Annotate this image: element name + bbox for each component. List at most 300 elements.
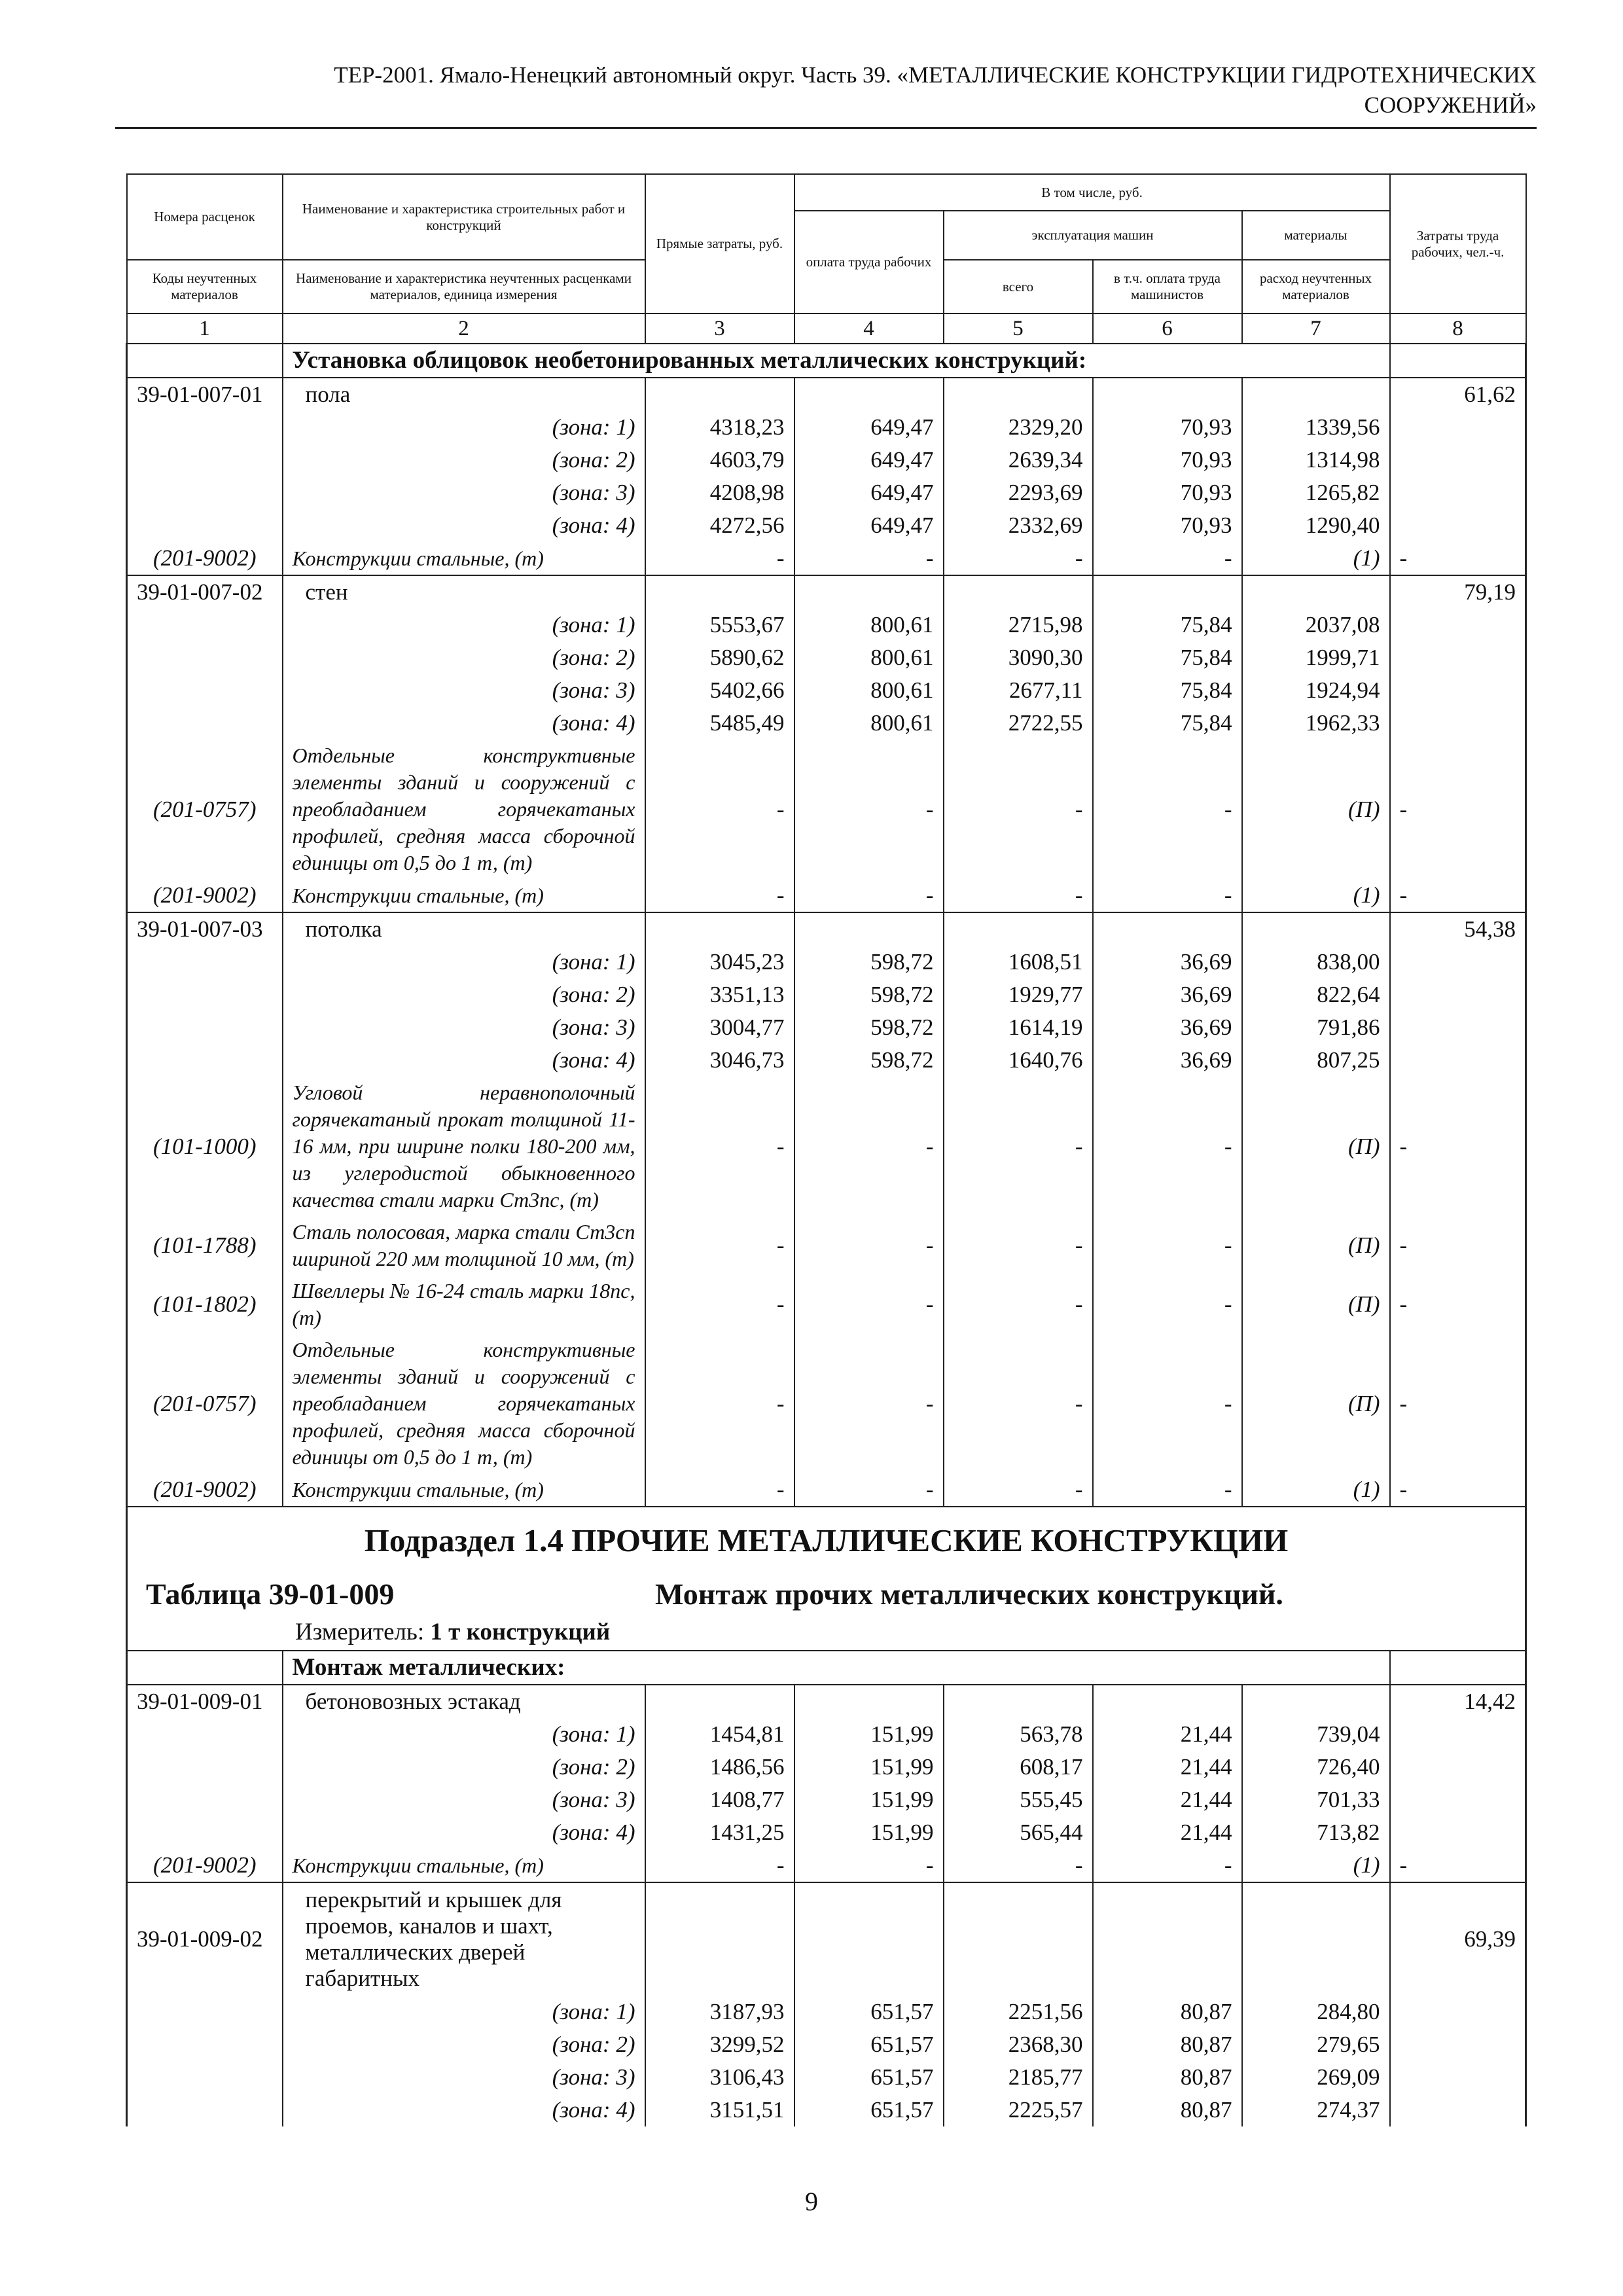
col-1-header-top: Номера расценок <box>127 174 283 260</box>
material-name: Отдельные конструктивные элементы зданий и сооружений с преобладанием горячекатаных профилей, средняя масса сборочной единицы от 0,5 до 1 т, (т) <box>283 1334 645 1473</box>
material-value: - <box>645 879 794 912</box>
material-labor: - <box>1390 1216 1526 1275</box>
material-code: (101-1000) <box>127 1077 283 1216</box>
worker-pay: 151,99 <box>794 1718 944 1751</box>
machines-total: 2185,77 <box>944 2061 1093 2094</box>
materials-cost: 279,65 <box>1242 2028 1390 2061</box>
zone-row <box>127 1044 1526 1077</box>
empty-cell <box>645 1685 794 1718</box>
machinist-pay: 36,69 <box>1093 946 1242 978</box>
material-labor: - <box>1390 1334 1526 1473</box>
price-table <box>126 173 1527 2126</box>
empty-cell <box>794 378 944 411</box>
worker-pay: 800,61 <box>794 609 944 641</box>
material-name: Швеллеры № 16-24 сталь марки 18пс, (т) <box>283 1275 645 1334</box>
zone-label: (зона: 4) <box>283 1816 645 1849</box>
direct-cost: 4318,23 <box>645 411 794 444</box>
empty-cell <box>127 344 283 378</box>
section-title: Установка облицовок необетонированных металлических конструкций: <box>283 344 1390 378</box>
material-name: Отдельные конструктивные элементы зданий и сооружений с преобладанием горячекатаных профилей, средняя масса сборочной единицы от 0,5 до 1 т, (т) <box>283 740 645 879</box>
material-name: Конструкции стальные, (т) <box>283 1849 645 1882</box>
machines-total: 2251,56 <box>944 1996 1093 2028</box>
section-2-body <box>127 1651 1526 2126</box>
material-value: - <box>1093 740 1242 879</box>
material-value: - <box>794 879 944 912</box>
machinist-pay: 21,44 <box>1093 1718 1242 1751</box>
material-value: - <box>794 1849 944 1882</box>
material-value: - <box>1093 1077 1242 1216</box>
material-value: - <box>794 542 944 575</box>
machinist-pay: 70,93 <box>1093 476 1242 509</box>
material-row <box>127 1473 1526 1507</box>
materials-cost: 269,09 <box>1242 2061 1390 2094</box>
empty-cell <box>127 1011 283 1044</box>
worker-pay: 800,61 <box>794 674 944 707</box>
material-value: (1) <box>1242 1473 1390 1507</box>
running-header <box>115 60 1537 129</box>
machinist-pay: 70,93 <box>1093 444 1242 476</box>
empty-cell <box>1390 946 1526 978</box>
machines-total: 2722,55 <box>944 707 1093 740</box>
material-value: - <box>794 1216 944 1275</box>
direct-cost: 4208,98 <box>645 476 794 509</box>
empty-cell <box>1390 1751 1526 1784</box>
direct-cost: 5553,67 <box>645 609 794 641</box>
empty-cell <box>645 1882 794 1996</box>
empty-cell <box>944 912 1093 946</box>
empty-cell <box>127 476 283 509</box>
empty-cell <box>1093 912 1242 946</box>
empty-cell <box>1390 641 1526 674</box>
col-5-header: всего <box>944 260 1093 314</box>
rate-code: 39-01-007-02 <box>127 575 283 609</box>
empty-cell <box>794 1685 944 1718</box>
direct-cost: 5402,66 <box>645 674 794 707</box>
material-code: (201-9002) <box>127 879 283 912</box>
machinist-pay: 36,69 <box>1093 1044 1242 1077</box>
direct-cost: 3151,51 <box>645 2094 794 2126</box>
material-value: - <box>944 740 1093 879</box>
machines-total: 2715,98 <box>944 609 1093 641</box>
worker-pay: 651,57 <box>794 2028 944 2061</box>
empty-cell <box>944 1882 1093 1996</box>
machines-total: 3090,30 <box>944 641 1093 674</box>
zone-label: (зона: 3) <box>283 674 645 707</box>
section-title-row <box>127 1651 1526 1685</box>
direct-cost: 5485,49 <box>645 707 794 740</box>
direct-cost: 3351,13 <box>645 978 794 1011</box>
machines-total: 608,17 <box>944 1751 1093 1784</box>
zone-row <box>127 609 1526 641</box>
material-labor: - <box>1390 740 1526 879</box>
zone-label: (зона: 2) <box>283 978 645 1011</box>
materials-cost: 838,00 <box>1242 946 1390 978</box>
col-7-header: расход неучтенных материалов <box>1242 260 1390 314</box>
page-number: 9 <box>805 2187 818 2216</box>
materials-cost: 739,04 <box>1242 1718 1390 1751</box>
zone-row <box>127 444 1526 476</box>
material-row <box>127 1216 1526 1275</box>
rate-row <box>127 575 1526 609</box>
machines-total: 2368,30 <box>944 2028 1093 2061</box>
empty-cell <box>1390 609 1526 641</box>
direct-cost: 4272,56 <box>645 509 794 542</box>
machinist-pay: 80,87 <box>1093 2061 1242 2094</box>
materials-header: материалы <box>1242 211 1390 260</box>
machines-total: 2293,69 <box>944 476 1093 509</box>
material-name: Конструкции стальные, (т) <box>283 1473 645 1507</box>
empty-cell <box>127 946 283 978</box>
direct-cost: 3045,23 <box>645 946 794 978</box>
rate-code: 39-01-007-01 <box>127 378 283 411</box>
empty-cell <box>127 2061 283 2094</box>
empty-cell <box>1242 575 1390 609</box>
machines-total: 2332,69 <box>944 509 1093 542</box>
empty-cell <box>127 1751 283 1784</box>
materials-cost: 1314,98 <box>1242 444 1390 476</box>
zone-row <box>127 2061 1526 2094</box>
direct-cost: 4603,79 <box>645 444 794 476</box>
section-title-row <box>127 344 1526 378</box>
zone-row <box>127 1011 1526 1044</box>
material-labor: - <box>1390 879 1526 912</box>
materials-cost: 2037,08 <box>1242 609 1390 641</box>
col-number: 8 <box>1390 314 1526 344</box>
empty-cell <box>127 2094 283 2126</box>
zone-label: (зона: 1) <box>283 411 645 444</box>
worker-pay: 151,99 <box>794 1751 944 1784</box>
col-6-header: в т.ч. оплата труда машинистов <box>1093 260 1242 314</box>
material-value: - <box>1093 1473 1242 1507</box>
subsection-block <box>127 1507 1526 1651</box>
col-3-header: Прямые затраты, руб. <box>645 174 794 314</box>
worker-pay: 651,57 <box>794 2061 944 2094</box>
direct-cost: 1486,56 <box>645 1751 794 1784</box>
empty-cell <box>1390 444 1526 476</box>
empty-cell <box>1390 1784 1526 1816</box>
rate-row <box>127 378 1526 411</box>
material-labor: - <box>1390 1849 1526 1882</box>
empty-cell <box>127 509 283 542</box>
material-labor: - <box>1390 1473 1526 1507</box>
worker-pay: 151,99 <box>794 1816 944 1849</box>
material-value: - <box>794 1275 944 1334</box>
machines-header: эксплуатация машин <box>944 211 1242 260</box>
zone-label: (зона: 2) <box>283 2028 645 2061</box>
materials-cost: 791,86 <box>1242 1011 1390 1044</box>
empty-cell <box>1390 344 1526 378</box>
material-value: - <box>645 1334 794 1473</box>
col-1-header-bottom: Коды неучтенных материалов <box>127 260 283 314</box>
empty-cell <box>1390 1996 1526 2028</box>
rate-name: бетоновозных эстакад <box>283 1685 645 1718</box>
measure-label: Измеритель: <box>295 1619 425 1645</box>
material-value: - <box>1093 1216 1242 1275</box>
material-row <box>127 1275 1526 1334</box>
machinist-pay: 80,87 <box>1093 2028 1242 2061</box>
material-value: (1) <box>1242 1849 1390 1882</box>
material-value: - <box>645 740 794 879</box>
zone-label: (зона: 4) <box>283 509 645 542</box>
machinist-pay: 36,69 <box>1093 1011 1242 1044</box>
empty-cell <box>944 378 1093 411</box>
machines-total: 1614,19 <box>944 1011 1093 1044</box>
empty-cell <box>1390 1651 1526 1685</box>
rate-name: перекрытий и крышек для проемов, каналов и шахт, металлических дверей габаритных <box>283 1882 645 1996</box>
running-header-line-2: СООРУЖЕНИЙ» <box>1364 92 1537 118</box>
material-name: Угловой неравнополочный горячекатаный прокат толщиной 11-16 мм, при ширине полки 180-200 мм, из углеродистой обыкновенного качества стали марки Ст3пс, (т) <box>283 1077 645 1216</box>
table-title-line <box>128 1571 1525 1616</box>
empty-cell <box>1242 1882 1390 1996</box>
empty-cell <box>645 575 794 609</box>
machinist-pay: 70,93 <box>1093 411 1242 444</box>
empty-cell <box>1093 1685 1242 1718</box>
material-value: - <box>944 1216 1093 1275</box>
empty-cell <box>1390 2061 1526 2094</box>
worker-pay: 649,47 <box>794 509 944 542</box>
empty-cell <box>944 1685 1093 1718</box>
rate-code: 39-01-009-01 <box>127 1685 283 1718</box>
empty-cell <box>1390 509 1526 542</box>
rate-name: потолка <box>283 912 645 946</box>
zone-label: (зона: 2) <box>283 444 645 476</box>
empty-cell <box>1390 1718 1526 1751</box>
empty-cell <box>1390 1011 1526 1044</box>
material-code: (101-1802) <box>127 1275 283 1334</box>
labor-cost: 54,38 <box>1390 912 1526 946</box>
material-row <box>127 740 1526 879</box>
material-value: - <box>944 1473 1093 1507</box>
table-number: Таблица 39-01-009 <box>146 1577 395 1611</box>
empty-cell <box>127 707 283 740</box>
material-value: - <box>645 1473 794 1507</box>
col-number: 1 <box>127 314 283 344</box>
machines-total: 2639,34 <box>944 444 1093 476</box>
machines-total: 1640,76 <box>944 1044 1093 1077</box>
materials-cost: 807,25 <box>1242 1044 1390 1077</box>
machinist-pay: 75,84 <box>1093 609 1242 641</box>
machinist-pay: 21,44 <box>1093 1816 1242 1849</box>
zone-row <box>127 978 1526 1011</box>
zone-row <box>127 509 1526 542</box>
machines-total: 565,44 <box>944 1816 1093 1849</box>
materials-cost: 284,80 <box>1242 1996 1390 2028</box>
machinist-pay: 70,93 <box>1093 509 1242 542</box>
rate-name: стен <box>283 575 645 609</box>
empty-cell <box>127 1651 283 1685</box>
direct-cost: 1408,77 <box>645 1784 794 1816</box>
material-code: (201-9002) <box>127 1849 283 1882</box>
section-title: Монтаж металлических: <box>283 1651 1390 1685</box>
material-row <box>127 1077 1526 1216</box>
table-header <box>127 174 1526 344</box>
materials-cost: 822,64 <box>1242 978 1390 1011</box>
zone-row <box>127 1816 1526 1849</box>
worker-pay: 649,47 <box>794 411 944 444</box>
zone-label: (зона: 3) <box>283 2061 645 2094</box>
rate-code: 39-01-007-03 <box>127 912 283 946</box>
col-number: 5 <box>944 314 1093 344</box>
empty-cell <box>645 912 794 946</box>
materials-cost: 1339,56 <box>1242 411 1390 444</box>
subsection-title: Подраздел 1.4 ПРОЧИЕ МЕТАЛЛИЧЕСКИЕ КОНСТРУКЦИИ <box>364 1522 1289 1558</box>
empty-cell <box>794 1882 944 1996</box>
material-value: - <box>944 1077 1093 1216</box>
material-value: - <box>794 740 944 879</box>
empty-cell <box>645 378 794 411</box>
table-title: Монтаж прочих металлических конструкций. <box>655 1577 1283 1611</box>
material-value: - <box>794 1334 944 1473</box>
rate-row <box>127 912 1526 946</box>
material-value: - <box>645 1275 794 1334</box>
worker-pay: 649,47 <box>794 444 944 476</box>
zone-row <box>127 1718 1526 1751</box>
machines-total: 563,78 <box>944 1718 1093 1751</box>
material-name: Конструкции стальные, (т) <box>283 542 645 575</box>
worker-pay: 598,72 <box>794 1044 944 1077</box>
materials-cost: 1265,82 <box>1242 476 1390 509</box>
zone-row <box>127 707 1526 740</box>
rate-name: пола <box>283 378 645 411</box>
worker-pay: 598,72 <box>794 1011 944 1044</box>
material-value: (П) <box>1242 1216 1390 1275</box>
zone-label: (зона: 2) <box>283 641 645 674</box>
direct-cost: 5890,62 <box>645 641 794 674</box>
zone-row <box>127 674 1526 707</box>
machinist-pay: 75,84 <box>1093 674 1242 707</box>
zone-label: (зона: 1) <box>283 1996 645 2028</box>
empty-cell <box>1390 1044 1526 1077</box>
worker-pay: 800,61 <box>794 707 944 740</box>
zone-row <box>127 641 1526 674</box>
empty-cell <box>127 2028 283 2061</box>
col-2-header-top: Наименование и характеристика строительных работ и конструкций <box>283 174 645 260</box>
zone-label: (зона: 1) <box>283 946 645 978</box>
material-value: - <box>944 1334 1093 1473</box>
material-row <box>127 1334 1526 1473</box>
empty-cell <box>127 1044 283 1077</box>
zone-label: (зона: 1) <box>283 1718 645 1751</box>
empty-cell <box>1242 1685 1390 1718</box>
material-value: - <box>645 542 794 575</box>
material-value: (П) <box>1242 1334 1390 1473</box>
col-number: 2 <box>283 314 645 344</box>
running-header-line-1: ТЕР-2001. Ямало-Ненецкий автономный округ. Часть 39. «МЕТАЛЛИЧЕСКИЕ КОНСТРУКЦИИ ГИДРОТЕХНИЧЕСКИХ <box>334 62 1537 88</box>
machinist-pay: 75,84 <box>1093 707 1242 740</box>
material-value: (1) <box>1242 542 1390 575</box>
material-value: - <box>944 542 1093 575</box>
empty-cell <box>1390 411 1526 444</box>
worker-pay: 651,57 <box>794 1996 944 2028</box>
machinist-pay: 36,69 <box>1093 978 1242 1011</box>
material-name: Сталь полосовая, марка стали Ст3сп шириной 220 мм толщиной 10 мм, (т) <box>283 1216 645 1275</box>
empty-cell <box>127 1784 283 1816</box>
empty-cell <box>1390 2094 1526 2126</box>
empty-cell <box>1242 378 1390 411</box>
worker-pay: 598,72 <box>794 978 944 1011</box>
empty-cell <box>1390 1816 1526 1849</box>
empty-cell <box>127 674 283 707</box>
zone-row <box>127 411 1526 444</box>
worker-pay: 598,72 <box>794 946 944 978</box>
direct-cost: 3299,52 <box>645 2028 794 2061</box>
zone-label: (зона: 4) <box>283 1044 645 1077</box>
measure-line <box>128 1616 1525 1650</box>
empty-cell <box>127 609 283 641</box>
empty-cell <box>794 912 944 946</box>
worker-pay: 151,99 <box>794 1784 944 1816</box>
material-value: - <box>645 1216 794 1275</box>
material-value: - <box>944 879 1093 912</box>
machines-total: 1608,51 <box>944 946 1093 978</box>
material-code: (101-1788) <box>127 1216 283 1275</box>
labor-cost: 79,19 <box>1390 575 1526 609</box>
empty-cell <box>1093 378 1242 411</box>
material-value: (П) <box>1242 1077 1390 1216</box>
machinist-pay: 80,87 <box>1093 2094 1242 2126</box>
material-value: - <box>1093 542 1242 575</box>
empty-cell <box>127 978 283 1011</box>
material-labor: - <box>1390 542 1526 575</box>
rate-row <box>127 1882 1526 1996</box>
col-2-header-bottom: Наименование и характеристика неучтенных расценками материалов, единица измерения <box>283 260 645 314</box>
zone-row <box>127 2094 1526 2126</box>
materials-cost: 726,40 <box>1242 1751 1390 1784</box>
material-value: - <box>645 1849 794 1882</box>
materials-cost: 1290,40 <box>1242 509 1390 542</box>
zone-row <box>127 1996 1526 2028</box>
material-value: - <box>1093 1275 1242 1334</box>
zone-label: (зона: 1) <box>283 609 645 641</box>
empty-cell <box>1093 575 1242 609</box>
empty-cell <box>127 1996 283 2028</box>
direct-cost: 1431,25 <box>645 1816 794 1849</box>
materials-cost: 1962,33 <box>1242 707 1390 740</box>
materials-cost: 701,33 <box>1242 1784 1390 1816</box>
col-4-header: оплата труда рабочих <box>794 211 944 314</box>
machines-total: 2225,57 <box>944 2094 1093 2126</box>
col-number: 4 <box>794 314 944 344</box>
group-header: В том числе, руб. <box>794 174 1390 211</box>
machinist-pay: 80,87 <box>1093 1996 1242 2028</box>
material-labor: - <box>1390 1077 1526 1216</box>
machines-total: 555,45 <box>944 1784 1093 1816</box>
empty-cell <box>127 641 283 674</box>
measure-value: 1 т конструкций <box>430 1619 611 1645</box>
empty-cell <box>1390 476 1526 509</box>
zone-row <box>127 946 1526 978</box>
rate-row <box>127 1685 1526 1718</box>
labor-cost: 14,42 <box>1390 1685 1526 1718</box>
material-code: (201-0757) <box>127 1334 283 1473</box>
zone-label: (зона: 4) <box>283 707 645 740</box>
empty-cell <box>944 575 1093 609</box>
zone-row <box>127 476 1526 509</box>
empty-cell <box>1390 707 1526 740</box>
worker-pay: 651,57 <box>794 2094 944 2126</box>
column-number-row <box>127 314 1526 344</box>
material-value: - <box>1093 879 1242 912</box>
zone-label: (зона: 3) <box>283 1011 645 1044</box>
material-value: - <box>944 1849 1093 1882</box>
material-value: (1) <box>1242 879 1390 912</box>
col-8-header: Затраты труда рабочих, чел.-ч. <box>1390 174 1526 314</box>
zone-label: (зона: 4) <box>283 2094 645 2126</box>
rate-code: 39-01-009-02 <box>127 1882 283 1996</box>
machinist-pay: 21,44 <box>1093 1751 1242 1784</box>
zone-row <box>127 1784 1526 1816</box>
direct-cost: 1454,81 <box>645 1718 794 1751</box>
